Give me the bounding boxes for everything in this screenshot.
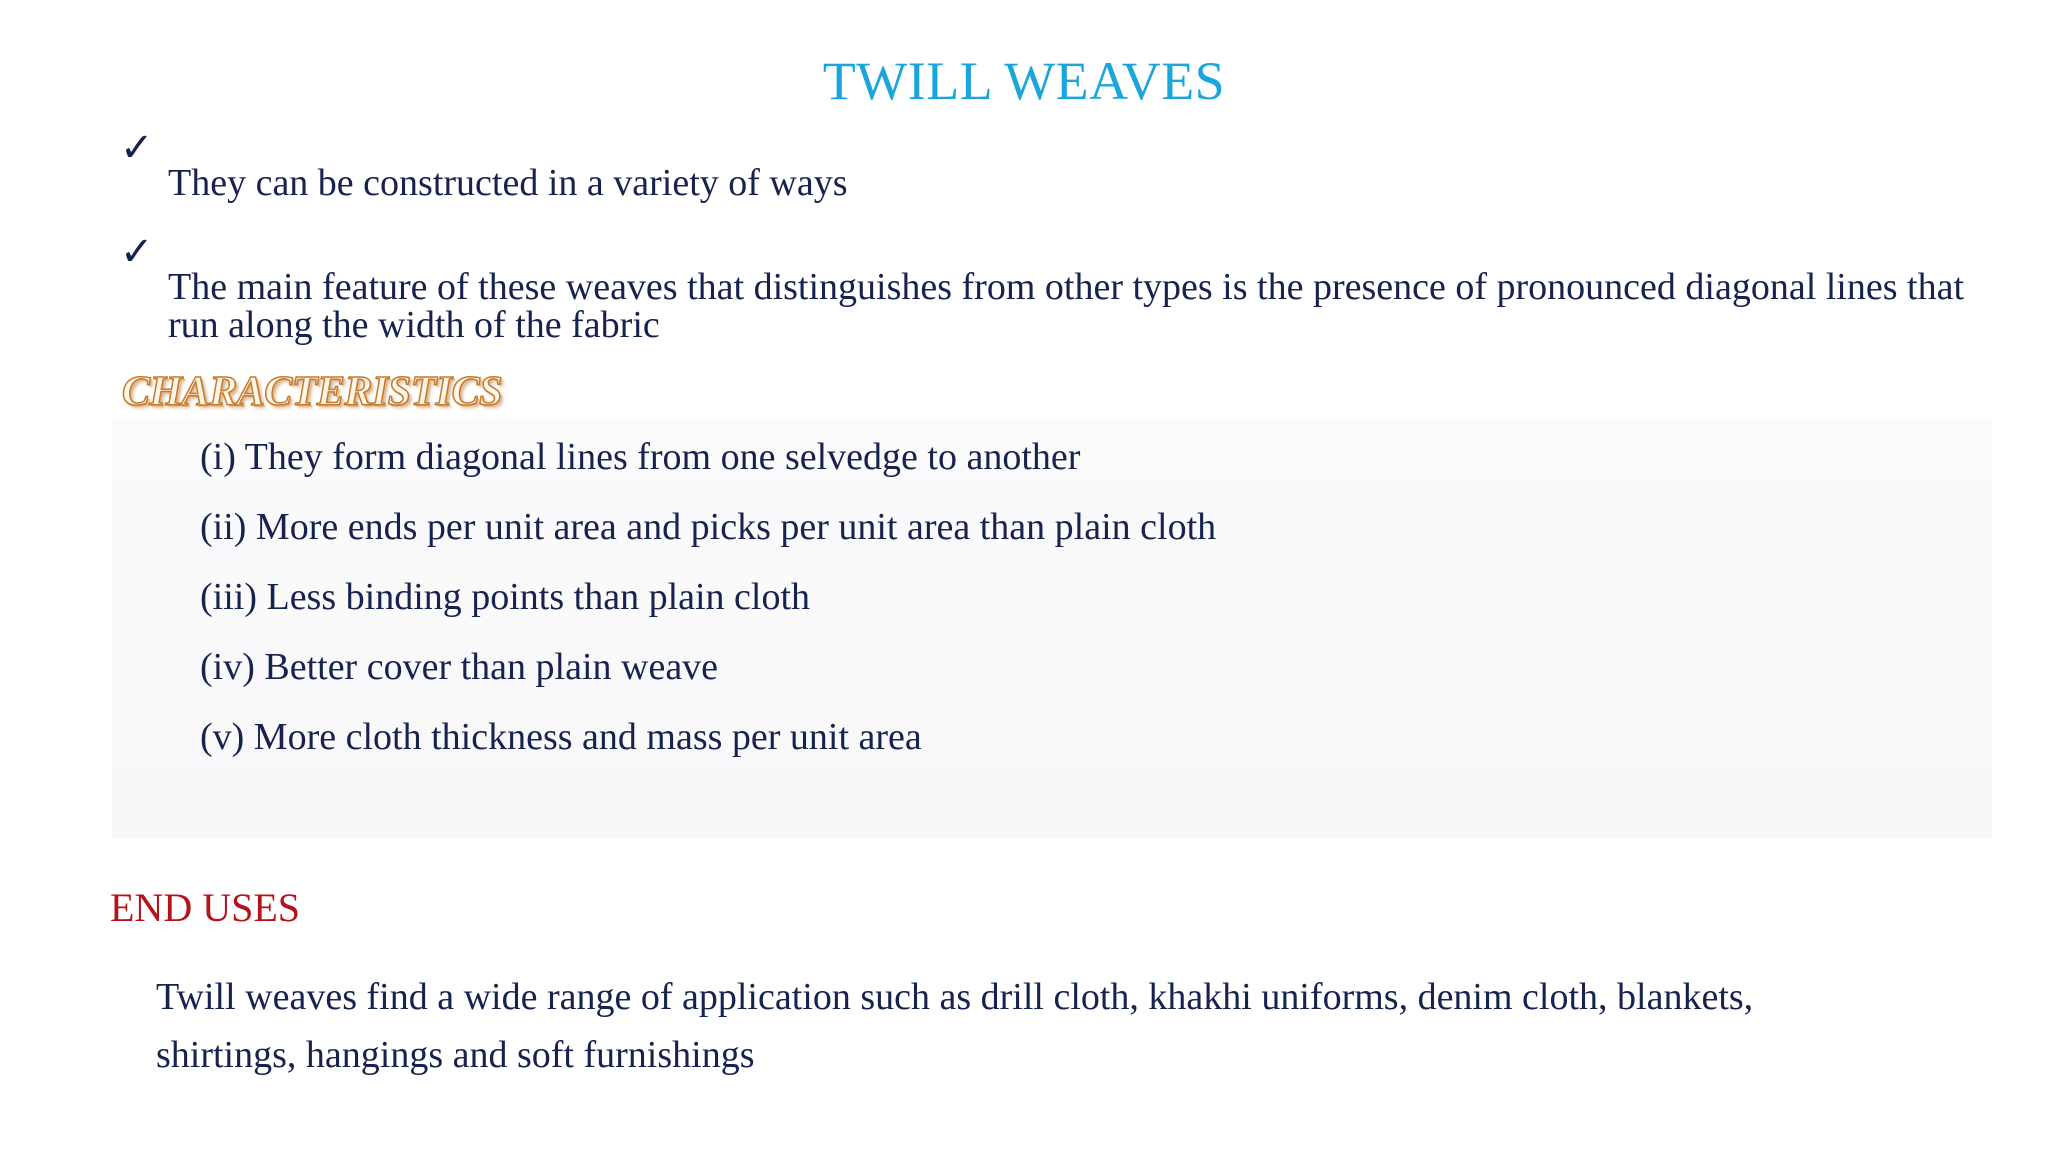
characteristics-heading: CHARACTERISTICS — [122, 369, 502, 415]
checkmark-icon: ✓ — [120, 229, 154, 275]
checkmark-icon: ✓ — [120, 125, 154, 171]
bullet-text: They can be constructed in a variety of ways — [168, 162, 848, 204]
list-item: (i) They form diagonal lines from one selvedge to another — [200, 436, 1081, 478]
slide-title: TWILL WEAVES — [822, 51, 1226, 111]
list-item: (iii) Less binding points than plain cloth — [200, 576, 811, 618]
end-uses-heading: END USES — [110, 885, 301, 930]
end-uses-text: Twill weaves find a wide range of application such as drill cloth, khakhi uniforms, denim cloth, blankets, shirtings, hangings and soft furnishings — [156, 976, 1754, 1076]
list-item: (iv) Better cover than plain weave — [200, 646, 719, 688]
bullet-text: The main feature of these weaves that distinguishes from other types is the presence of pronounced diagonal lines that run along the width of the fabric — [168, 266, 1965, 346]
list-item: (v) More cloth thickness and mass per unit area — [200, 716, 922, 758]
characteristics-list — [200, 438, 1216, 788]
list-item: (ii) More ends per unit area and picks per unit area than plain cloth — [200, 506, 1217, 548]
